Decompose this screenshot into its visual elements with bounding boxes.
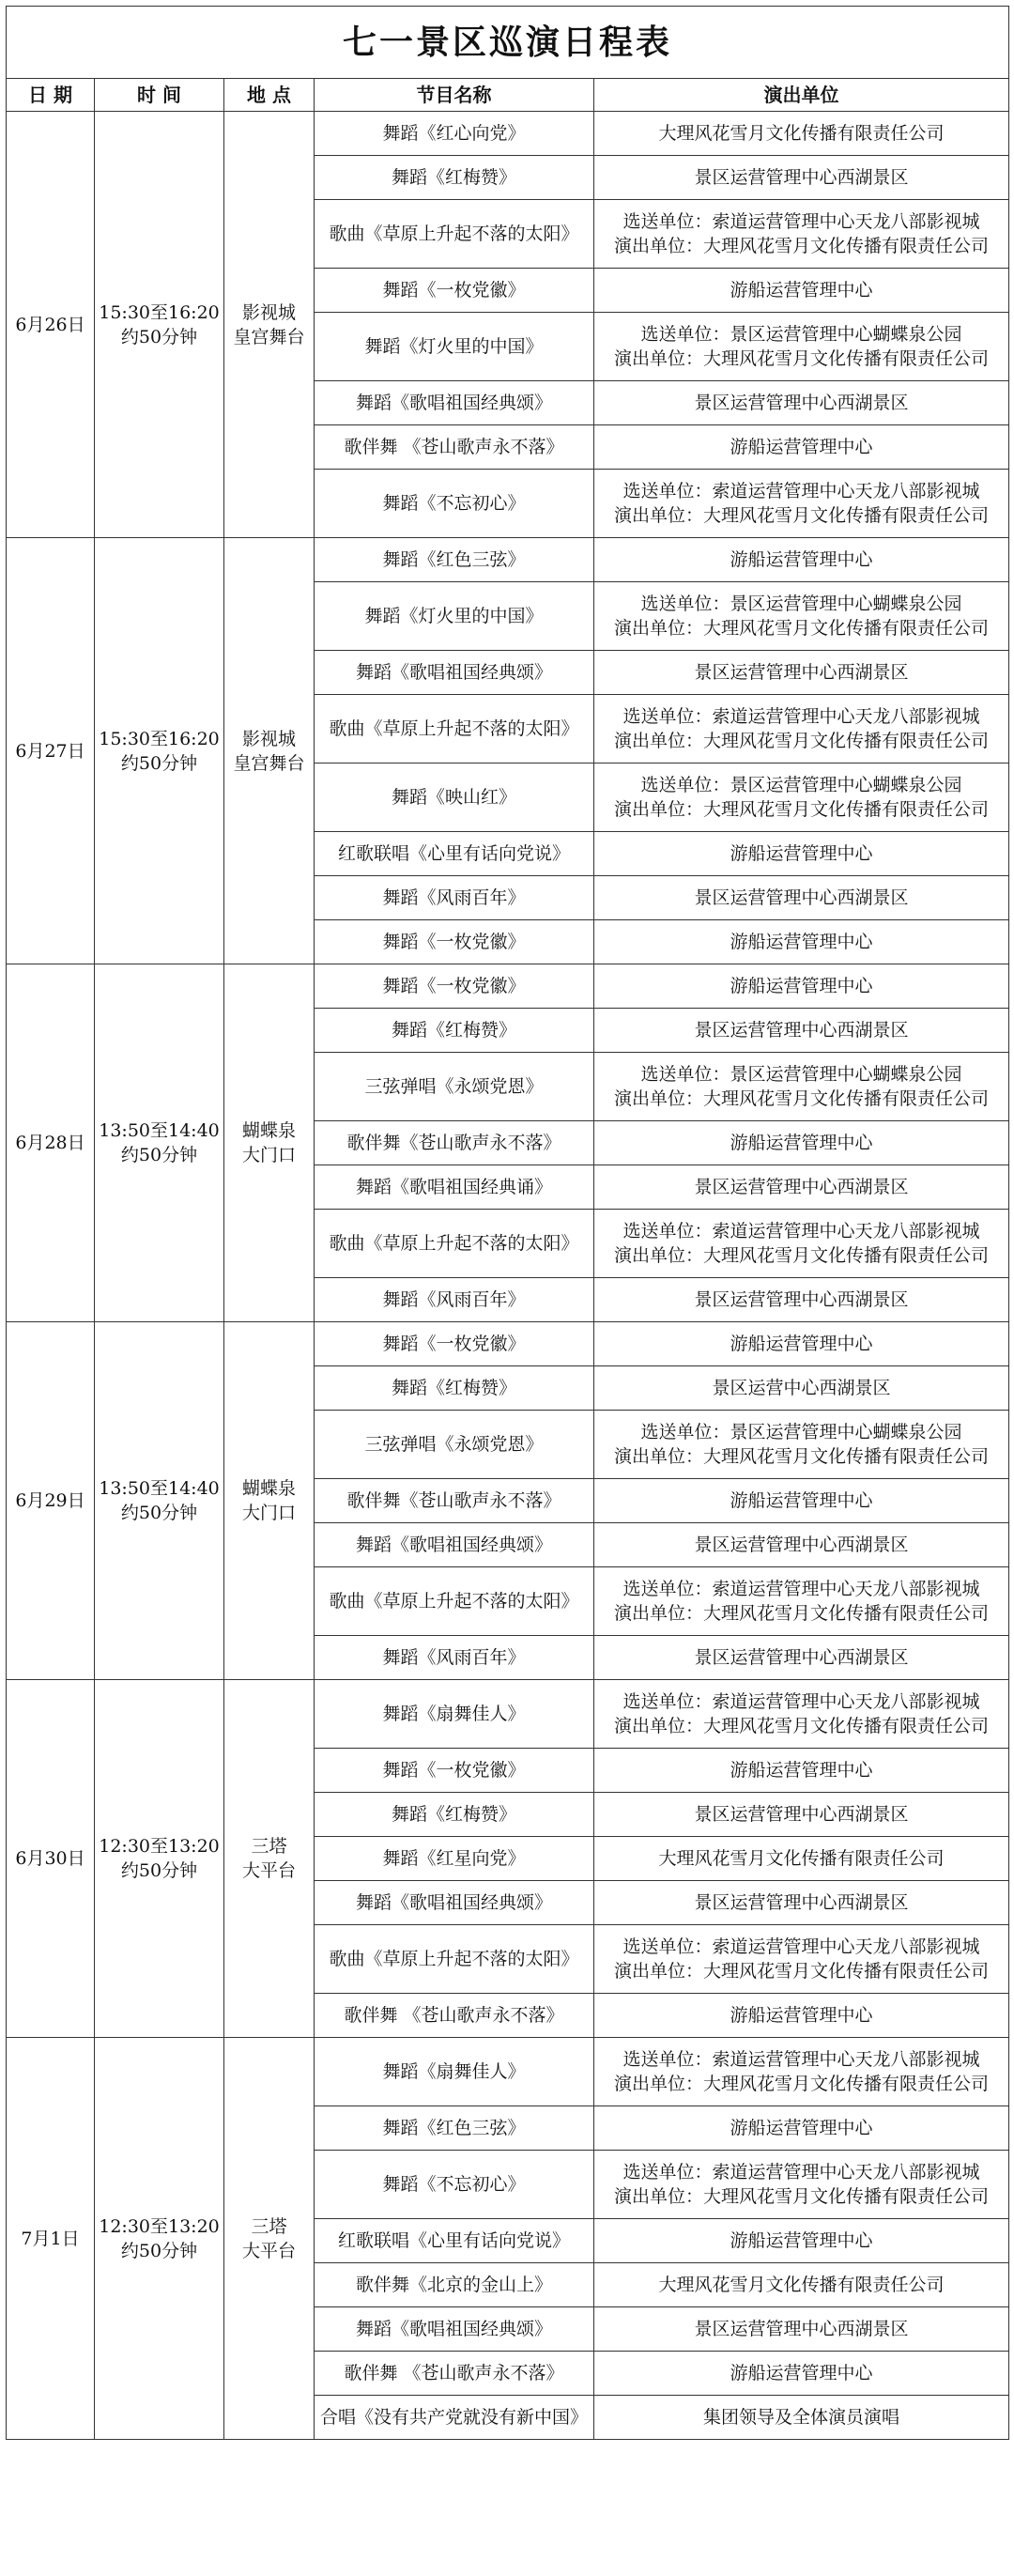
unit-line: 集团领导及全体演员演唱: [703, 2407, 900, 2428]
unit-line: 演出单位：大理风花雪月文化传播有限责任公司: [614, 799, 990, 820]
program-cell: 舞蹈《红色三弦》: [315, 538, 594, 582]
unit-line: 景区运营中心西湖景区: [712, 1378, 891, 1398]
program-cell: 舞蹈《歌唱祖国经典颂》: [315, 1881, 594, 1925]
date-cell: 6月27日: [7, 538, 95, 964]
unit-cell: [594, 2106, 1009, 2151]
program-cell: 舞蹈《映山红》: [315, 764, 594, 832]
unit-line: 选送单位：索道运营管理中心天龙八部影视城: [622, 481, 980, 501]
place-cell: [224, 2038, 315, 2440]
place-line: 影视城: [241, 301, 296, 323]
unit-cell: [594, 425, 1009, 470]
unit-line: 选送单位：索道运营管理中心天龙八部影视城: [622, 1221, 980, 1242]
unit-line: 选送单位：索道运营管理中心天龙八部影视城: [622, 706, 980, 727]
program-cell: 舞蹈《歌唱祖国经典颂》: [315, 651, 594, 695]
table-row: [7, 112, 1009, 156]
time-line: 约50分钟: [120, 326, 198, 347]
time-cell: [95, 2038, 224, 2440]
time-line: 13:50至14:40: [99, 1120, 220, 1141]
program-cell: 舞蹈《风雨百年》: [315, 1636, 594, 1680]
date-cell: 6月28日: [7, 964, 95, 1322]
header-place: 地 点: [224, 79, 315, 112]
unit-line: 选送单位：索道运营管理中心天龙八部影视城: [622, 2162, 980, 2183]
unit-cell: [594, 764, 1009, 832]
unit-line: 演出单位：大理风花雪月文化传播有限责任公司: [614, 348, 990, 369]
date-cell: 6月26日: [7, 112, 95, 538]
unit-cell: [594, 1009, 1009, 1053]
place-line: 三塔: [251, 2215, 287, 2237]
schedule-sheet: [6, 6, 1008, 2440]
place-line: 大门口: [241, 1503, 296, 1523]
header-time: 时 间: [95, 79, 224, 112]
time-line: 约50分钟: [120, 1860, 198, 1881]
unit-line: 演出单位：大理风花雪月文化传播有限责任公司: [614, 618, 990, 639]
place-line: 影视城: [241, 728, 296, 749]
unit-line: 演出单位：大理风花雪月文化传播有限责任公司: [614, 1603, 990, 1624]
place-cell: [224, 964, 315, 1322]
unit-cell: [594, 2038, 1009, 2106]
header-unit: 演出单位: [594, 79, 1009, 112]
place-cell: [224, 538, 315, 964]
program-cell: 舞蹈《歌唱祖国经典颂》: [315, 1523, 594, 1567]
program-cell: 歌伴舞 《苍山歌声永不落》: [315, 425, 594, 470]
time-line: 15:30至16:20: [99, 301, 220, 323]
date-cell: 6月29日: [7, 1322, 95, 1680]
time-line: 13:50至14:40: [99, 1478, 220, 1499]
schedule-body: [7, 112, 1009, 2440]
time-line: 15:30至16:20: [99, 728, 220, 749]
program-cell: 舞蹈《歌唱祖国经典诵》: [315, 1165, 594, 1210]
unit-line: 演出单位：大理风花雪月文化传播有限责任公司: [614, 505, 990, 526]
unit-cell: [594, 112, 1009, 156]
unit-line: 大理风花雪月文化传播有限责任公司: [658, 123, 945, 144]
unit-line: 演出单位：大理风花雪月文化传播有限责任公司: [614, 1088, 990, 1109]
unit-line: 演出单位：大理风花雪月文化传播有限责任公司: [614, 2074, 990, 2094]
unit-line: 景区运营管理中心西湖景区: [694, 2319, 909, 2339]
unit-line: 选送单位：景区运营管理中心蝴蝶泉公园: [640, 1422, 962, 1442]
program-cell: 红歌联唱《心里有话向党说》: [315, 2219, 594, 2263]
schedule-table: [6, 6, 1009, 2440]
unit-line: 大理风花雪月文化传播有限责任公司: [658, 1848, 945, 1869]
time-cell: [95, 964, 224, 1322]
program-cell: 歌伴舞 《苍山歌声永不落》: [315, 1994, 594, 2038]
place-line: 大门口: [241, 1145, 296, 1165]
unit-line: 选送单位：景区运营管理中心蝴蝶泉公园: [640, 594, 962, 614]
program-cell: 舞蹈《灯火里的中国》: [315, 582, 594, 651]
header-program: 节目名称: [315, 79, 594, 112]
place-line: 大平台: [241, 1860, 296, 1881]
unit-line: 演出单位：大理风花雪月文化传播有限责任公司: [614, 1446, 990, 1467]
program-cell: 三弦弹唱《永颂党恩》: [315, 1411, 594, 1479]
program-cell: 歌伴舞《苍山歌声永不落》: [315, 1121, 594, 1165]
program-cell: 歌曲《草原上升起不落的太阳》: [315, 1925, 594, 1994]
unit-line: 选送单位：索道运营管理中心天龙八部影视城: [622, 211, 980, 232]
unit-cell: [594, 832, 1009, 876]
unit-cell: [594, 1793, 1009, 1837]
unit-line: 游船运营管理中心: [730, 280, 873, 301]
unit-line: 演出单位：大理风花雪月文化传播有限责任公司: [614, 1716, 990, 1736]
unit-line: 游船运营管理中心: [730, 2005, 873, 2026]
program-cell: 合唱《没有共产党就没有新中国》: [315, 2396, 594, 2440]
unit-cell: [594, 920, 1009, 964]
unit-cell: [594, 1994, 1009, 2038]
place-line: 三塔: [251, 1836, 287, 1857]
table-row: [7, 1322, 1009, 1366]
place-line: 皇宫舞台: [233, 326, 305, 347]
unit-line: 游船运营管理中心: [730, 1490, 873, 1511]
program-cell: 三弦弹唱《永颂党恩》: [315, 1053, 594, 1121]
unit-cell: [594, 1567, 1009, 1636]
unit-line: 选送单位：景区运营管理中心蝴蝶泉公园: [640, 324, 962, 345]
program-cell: 舞蹈《扇舞佳人》: [315, 2038, 594, 2106]
unit-line: 大理风花雪月文化传播有限责任公司: [658, 2275, 945, 2295]
unit-line: 景区运营管理中心西湖景区: [694, 1804, 909, 1825]
time-line: 约50分钟: [120, 752, 198, 774]
unit-cell: [594, 1411, 1009, 1479]
unit-cell: [594, 1479, 1009, 1523]
place-line: 皇宫舞台: [233, 752, 305, 774]
unit-cell: [594, 2151, 1009, 2219]
program-cell: 歌伴舞 《苍山歌声永不落》: [315, 2352, 594, 2396]
unit-line: 游船运营管理中心: [730, 1133, 873, 1153]
unit-line: 景区运营管理中心西湖景区: [694, 1647, 909, 1668]
unit-line: 选送单位：景区运营管理中心蝴蝶泉公园: [640, 775, 962, 795]
unit-line: 选送单位：索道运营管理中心天龙八部影视城: [622, 1691, 980, 1712]
unit-line: 选送单位：索道运营管理中心天龙八部影视城: [622, 2049, 980, 2070]
program-cell: 舞蹈《红星向党》: [315, 1837, 594, 1881]
place-cell: [224, 112, 315, 538]
time-line: 约50分钟: [120, 1145, 198, 1165]
program-cell: 歌曲《草原上升起不落的太阳》: [315, 200, 594, 269]
program-cell: 舞蹈《不忘初心》: [315, 470, 594, 538]
unit-line: 游船运营管理中心: [730, 932, 873, 952]
unit-line: 景区运营管理中心西湖景区: [694, 1892, 909, 1913]
place-cell: [224, 1680, 315, 2038]
unit-cell: [594, 876, 1009, 920]
unit-cell: [594, 538, 1009, 582]
unit-line: 景区运营管理中心西湖景区: [694, 393, 909, 413]
program-cell: 歌伴舞《苍山歌声永不落》: [315, 1479, 594, 1523]
unit-cell: [594, 1121, 1009, 1165]
date-cell: 7月1日: [7, 2038, 95, 2440]
program-cell: 歌曲《草原上升起不落的太阳》: [315, 1210, 594, 1278]
unit-line: 游船运营管理中心: [730, 1760, 873, 1781]
date-cell: 6月30日: [7, 1680, 95, 2038]
time-line: 12:30至13:20: [99, 1836, 220, 1857]
unit-cell: [594, 156, 1009, 200]
header-row: [7, 79, 1009, 112]
unit-cell: [594, 1053, 1009, 1121]
table-row: [7, 1680, 1009, 1749]
unit-line: 游船运营管理中心: [730, 437, 873, 457]
unit-cell: [594, 651, 1009, 695]
unit-line: 景区运营管理中心西湖景区: [694, 887, 909, 908]
unit-cell: [594, 2263, 1009, 2307]
table-row: [7, 538, 1009, 582]
unit-line: 游船运营管理中心: [730, 843, 873, 864]
program-cell: 舞蹈《红心向党》: [315, 112, 594, 156]
time-line: 约50分钟: [120, 2240, 198, 2261]
unit-line: 演出单位：大理风花雪月文化传播有限责任公司: [614, 2186, 990, 2207]
place-line: 蝴蝶泉: [241, 1120, 296, 1141]
program-cell: 舞蹈《一枚党徽》: [315, 1749, 594, 1793]
unit-line: 景区运营管理中心西湖景区: [694, 1020, 909, 1041]
unit-line: 演出单位：大理风花雪月文化传播有限责任公司: [614, 1961, 990, 1982]
unit-cell: [594, 2352, 1009, 2396]
unit-line: 游船运营管理中心: [730, 2230, 873, 2251]
program-cell: 歌曲《草原上升起不落的太阳》: [315, 695, 594, 764]
program-cell: 舞蹈《风雨百年》: [315, 1278, 594, 1322]
time-cell: [95, 112, 224, 538]
unit-cell: [594, 964, 1009, 1009]
unit-cell: [594, 1680, 1009, 1749]
unit-cell: [594, 2219, 1009, 2263]
unit-line: 演出单位：大理风花雪月文化传播有限责任公司: [614, 731, 990, 751]
program-cell: 歌曲《草原上升起不落的太阳》: [315, 1567, 594, 1636]
program-cell: 舞蹈《红梅赞》: [315, 1793, 594, 1837]
unit-cell: [594, 269, 1009, 313]
program-cell: 舞蹈《红色三弦》: [315, 2106, 594, 2151]
place-line: 大平台: [241, 2240, 296, 2261]
unit-cell: [594, 1636, 1009, 1680]
table-row: [7, 2038, 1009, 2106]
unit-cell: [594, 1322, 1009, 1366]
program-cell: 歌伴舞《北京的金山上》: [315, 2263, 594, 2307]
unit-cell: [594, 1837, 1009, 1881]
place-cell: [224, 1322, 315, 1680]
unit-line: 演出单位：大理风花雪月文化传播有限责任公司: [614, 1245, 990, 1266]
unit-line: 游船运营管理中心: [730, 549, 873, 570]
program-cell: 红歌联唱《心里有话向党说》: [315, 832, 594, 876]
program-cell: 舞蹈《歌唱祖国经典颂》: [315, 2307, 594, 2352]
header-date: 日 期: [7, 79, 95, 112]
time-line: 12:30至13:20: [99, 2215, 220, 2237]
program-cell: 舞蹈《红梅赞》: [315, 1009, 594, 1053]
unit-cell: [594, 1165, 1009, 1210]
unit-line: 景区运营管理中心西湖景区: [694, 1289, 909, 1310]
unit-line: 游船运营管理中心: [730, 976, 873, 996]
program-cell: 舞蹈《不忘初心》: [315, 2151, 594, 2219]
unit-line: 景区运营管理中心西湖景区: [694, 1177, 909, 1197]
program-cell: 舞蹈《一枚党徽》: [315, 920, 594, 964]
unit-cell: [594, 1366, 1009, 1411]
program-cell: 舞蹈《红梅赞》: [315, 1366, 594, 1411]
time-cell: [95, 1680, 224, 2038]
page-title: 七一景区巡演日程表: [7, 7, 1009, 79]
place-line: 蝴蝶泉: [241, 1478, 296, 1499]
unit-cell: [594, 695, 1009, 764]
unit-line: 选送单位：景区运营管理中心蝴蝶泉公园: [640, 1064, 962, 1085]
unit-cell: [594, 1210, 1009, 1278]
unit-cell: [594, 1523, 1009, 1567]
unit-cell: [594, 313, 1009, 381]
program-cell: 舞蹈《扇舞佳人》: [315, 1680, 594, 1749]
time-cell: [95, 538, 224, 964]
unit-line: 演出单位：大理风花雪月文化传播有限责任公司: [614, 236, 990, 256]
unit-line: 游船运营管理中心: [730, 2118, 873, 2138]
unit-cell: [594, 200, 1009, 269]
time-cell: [95, 1322, 224, 1680]
program-cell: 舞蹈《一枚党徽》: [315, 1322, 594, 1366]
time-line: 约50分钟: [120, 1503, 198, 1523]
unit-cell: [594, 2396, 1009, 2440]
program-cell: 舞蹈《一枚党徽》: [315, 964, 594, 1009]
program-cell: 舞蹈《红梅赞》: [315, 156, 594, 200]
unit-cell: [594, 381, 1009, 425]
program-cell: 舞蹈《风雨百年》: [315, 876, 594, 920]
program-cell: 舞蹈《一枚党徽》: [315, 269, 594, 313]
unit-cell: [594, 582, 1009, 651]
unit-cell: [594, 1278, 1009, 1322]
unit-line: 景区运营管理中心西湖景区: [694, 662, 909, 683]
unit-line: 景区运营管理中心西湖景区: [694, 167, 909, 188]
program-cell: 舞蹈《灯火里的中国》: [315, 313, 594, 381]
unit-line: 游船运营管理中心: [730, 1334, 873, 1354]
unit-line: 选送单位：索道运营管理中心天龙八部影视城: [622, 1936, 980, 1957]
program-cell: 舞蹈《歌唱祖国经典颂》: [315, 381, 594, 425]
table-row: [7, 964, 1009, 1009]
unit-cell: [594, 1881, 1009, 1925]
unit-line: 选送单位：索道运营管理中心天龙八部影视城: [622, 1579, 980, 1599]
unit-line: 景区运营管理中心西湖景区: [694, 1535, 909, 1555]
unit-cell: [594, 2307, 1009, 2352]
unit-cell: [594, 1925, 1009, 1994]
unit-cell: [594, 1749, 1009, 1793]
unit-cell: [594, 470, 1009, 538]
unit-line: 游船运营管理中心: [730, 2363, 873, 2383]
